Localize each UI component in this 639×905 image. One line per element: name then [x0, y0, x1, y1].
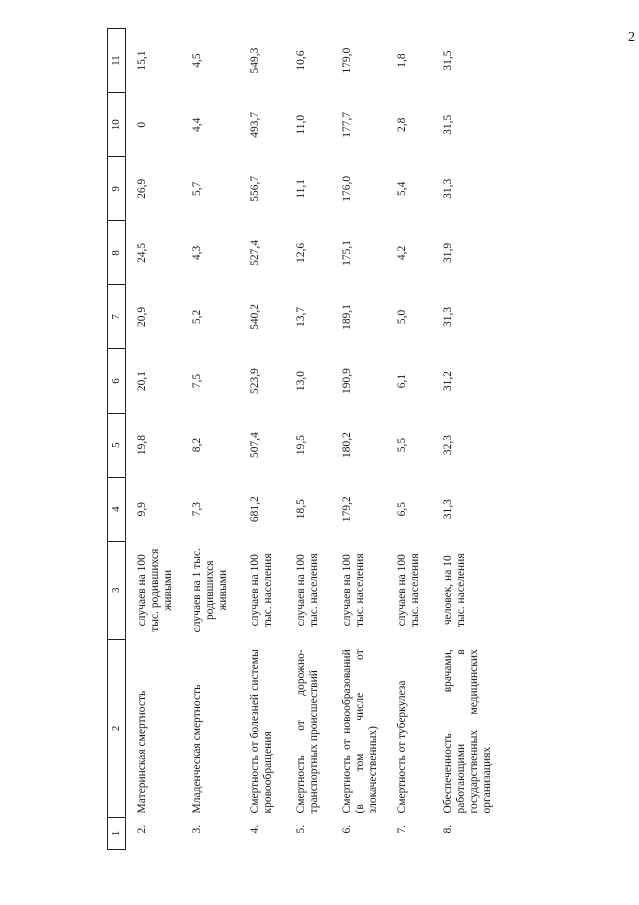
value-cell: 4,4: [191, 117, 203, 132]
value-cell: 13,0: [295, 370, 307, 392]
value-cell: 179,0: [341, 47, 353, 74]
unit: случаев на 100 тыс. родившихся живыми: [136, 548, 174, 632]
row-number: 7.: [396, 824, 408, 834]
value-cell: 7,5: [191, 373, 203, 389]
value-cell: 540,2: [249, 304, 261, 330]
row-number: 3.: [191, 824, 203, 834]
value-cell: 4,3: [191, 245, 203, 261]
unit: случаев на 100 тыс. населения: [341, 553, 366, 628]
value-cell: 6,1: [396, 373, 408, 389]
value-cell: 9,9: [136, 501, 148, 517]
table-row: [432, 29, 500, 850]
table-row: [239, 29, 285, 850]
unit: случаев на 1 тыс. родившихся живыми: [191, 548, 229, 633]
row-number: 6.: [341, 824, 353, 834]
value-cell: 1,8: [396, 53, 408, 68]
value-cell: 12,6: [295, 242, 307, 263]
value-cell: 32,3: [442, 435, 454, 456]
value-cell: 0: [136, 121, 148, 128]
value-cell: 4,2: [396, 245, 408, 261]
value-cell: 556,7: [249, 175, 261, 202]
value-cell: 5,7: [191, 181, 203, 196]
value-cell: 2,8: [396, 117, 408, 132]
header-cell: 2: [108, 639, 126, 817]
header-cell: 3: [108, 541, 126, 639]
value-cell: 493,7: [249, 111, 261, 138]
value-cell: 8,2: [191, 437, 203, 453]
value-cell: 31,2: [442, 370, 454, 392]
unit: случаев на 100 тыс. населения: [396, 553, 421, 628]
header-cell: 5: [108, 413, 126, 477]
header-cell: 9: [108, 157, 126, 221]
value-cell: 19,8: [136, 435, 148, 456]
value-cell: 190,9: [341, 368, 353, 394]
indicator-name: Смертность от новообразований (в том числе от злокачественных): [341, 649, 379, 814]
value-cell: 180,2: [341, 432, 353, 458]
value-cell: 523,9: [249, 368, 261, 394]
value-cell: 31,5: [442, 114, 454, 135]
indicators-table: [107, 28, 500, 850]
value-cell: 10,6: [295, 50, 307, 71]
table-row: [285, 29, 331, 850]
value-cell: 175,1: [341, 239, 353, 266]
value-cell: 527,4: [249, 239, 261, 266]
header-cell: 7: [108, 285, 126, 349]
table-row: [331, 29, 386, 850]
value-cell: 6,5: [396, 501, 408, 517]
value-cell: 20,9: [136, 306, 148, 327]
table-row: [126, 29, 182, 850]
value-cell: 507,4: [249, 432, 261, 458]
value-cell: 31,5: [442, 50, 454, 71]
header-row: [108, 29, 126, 850]
value-cell: 681,2: [249, 496, 261, 523]
unit: человек, на 10 тыс. населения: [442, 553, 467, 628]
value-cell: 549,3: [249, 47, 261, 74]
row-number: 4.: [249, 824, 261, 834]
header-cell: 8: [108, 221, 126, 285]
value-cell: 4,5: [191, 53, 203, 68]
value-cell: 5,4: [396, 181, 408, 196]
value-cell: 13,7: [295, 306, 307, 327]
indicator-name: Младенческая смертность: [191, 684, 203, 814]
indicator-name: Смертность от туберкулеза: [396, 680, 408, 814]
value-cell: 7,3: [191, 501, 203, 517]
value-cell: 24,5: [136, 242, 148, 263]
rotated-table-container: [107, 28, 582, 850]
unit: случаев на 100 тыс. населения: [249, 553, 274, 628]
value-cell: 15,1: [136, 50, 148, 71]
value-cell: 31,3: [442, 499, 454, 520]
indicator-name: Смертность от дорожно-транспортных происшествий: [295, 649, 320, 814]
page-number: 2: [628, 30, 635, 45]
row-number: 8.: [442, 824, 454, 834]
value-cell: 177,7: [341, 111, 353, 138]
value-cell: 11,1: [295, 178, 307, 199]
value-cell: 5,5: [396, 437, 408, 453]
header-cell: 1: [108, 817, 126, 849]
header-cell: 11: [108, 29, 126, 93]
header-cell: 10: [108, 93, 126, 157]
header-cell: 4: [108, 477, 126, 541]
table-row: [181, 29, 239, 850]
header-cell: 6: [108, 349, 126, 413]
indicator-name: Обеспеченность врачами, работающими в государственных медицинских организациях: [442, 649, 493, 814]
row-number: 2.: [136, 824, 148, 834]
value-cell: 11,0: [295, 114, 307, 135]
value-cell: 31,3: [442, 306, 454, 327]
value-cell: 18,5: [295, 499, 307, 520]
value-cell: 179,2: [341, 496, 353, 523]
value-cell: 5,2: [191, 309, 203, 325]
indicator-name: Материнская смертность: [136, 690, 148, 814]
value-cell: 20,1: [136, 370, 148, 392]
indicator-name: Смертность от болезней системы кровообращения: [249, 649, 274, 814]
value-cell: 26,9: [136, 178, 148, 199]
value-cell: 31,3: [442, 178, 454, 199]
value-cell: 5,0: [396, 309, 408, 325]
row-number: 5.: [295, 824, 307, 834]
unit: случаев на 100 тыс. населения: [295, 553, 320, 628]
table-row: [386, 29, 432, 850]
value-cell: 19,5: [295, 435, 307, 456]
value-cell: 189,1: [341, 304, 353, 330]
value-cell: 31,9: [442, 242, 454, 263]
value-cell: 176,0: [341, 175, 353, 202]
